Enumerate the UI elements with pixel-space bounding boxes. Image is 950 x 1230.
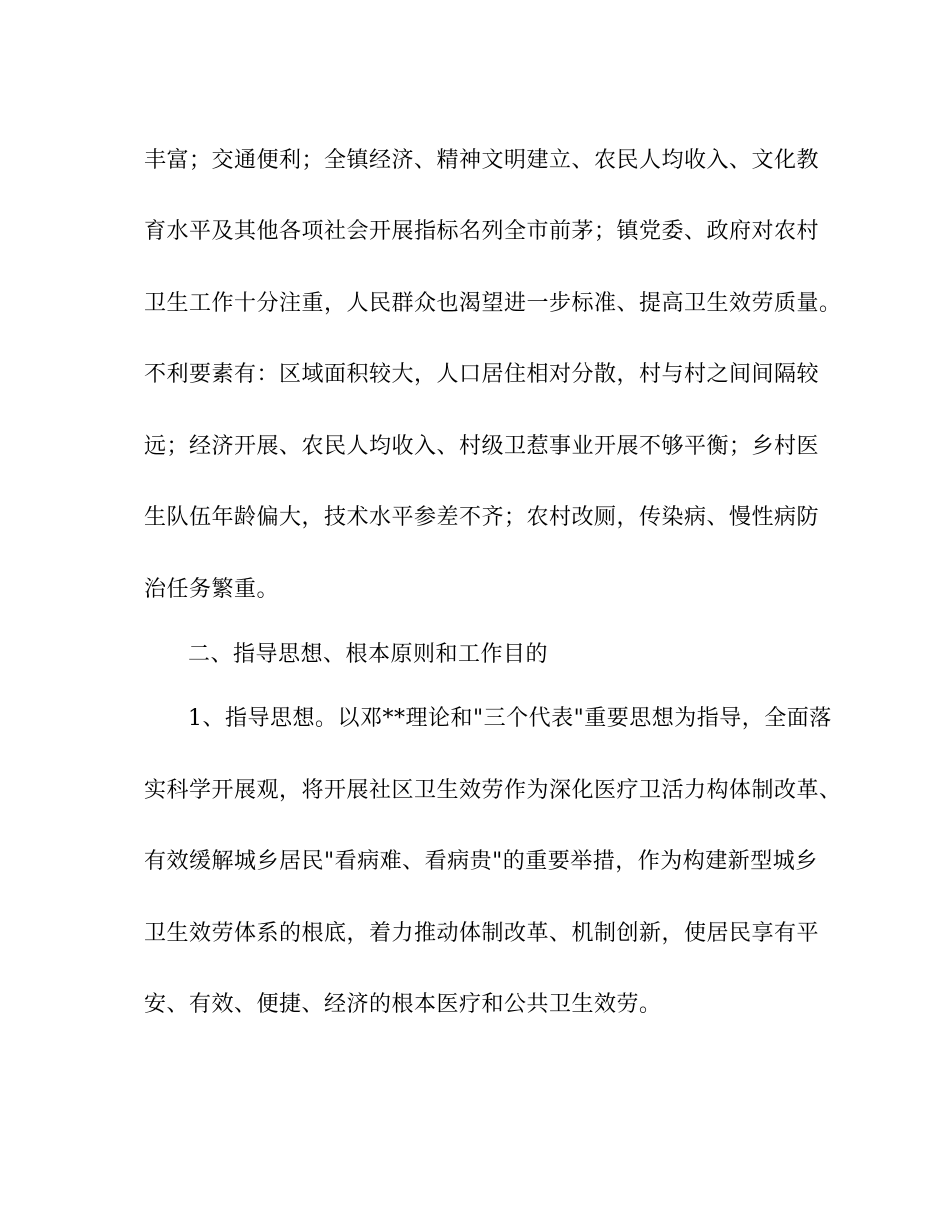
paragraph1-line-5: 远；经济开展、农民人均收入、村级卫惹事业开展不够平衡；乡村医 — [144, 434, 820, 459]
paragraph1-line-3: 卫生工作十分注重，人民群众也渴望进一步标准、提高卫生效劳质量。 — [144, 291, 842, 316]
paragraph1-line-2: 育水平及其他各项社会开展指标名列全市前茅；镇党委、政府对农村 — [144, 219, 820, 244]
paragraph1-line-4: 不利要素有：区域面积较大，人口居住相对分散，村与村之间间隔较 — [144, 362, 820, 387]
paragraph2-line-5: 安、有效、便捷、经济的根本医疗和公共卫生效劳。 — [144, 992, 662, 1017]
paragraph1-line-6: 生队伍年龄偏大，技术水平参差不齐；农村改厕，传染病、慢性病防 — [144, 505, 820, 530]
paragraph1-line-7: 治任务繁重。 — [144, 577, 280, 602]
paragraph2-line-2: 实科学开展观，将开展社区卫生效劳作为深化医疗卫活力构体制改革、 — [144, 778, 842, 803]
section-heading: 二、指导思想、根本原则和工作目的 — [188, 642, 549, 667]
paragraph2-line-3: 有效缓解城乡居民"看病难、看病贵"的重要举措，作为构建新型城乡 — [144, 849, 818, 874]
paragraph1-line-1: 丰富；交通便利；全镇经济、精神文明建立、农民人均收入、文化教 — [144, 148, 820, 173]
paragraph2-line-4: 卫生效劳体系的根底，着力推动体制改革、机制创新，使居民享有平 — [144, 921, 820, 946]
paragraph2-line-1: 1、指导思想。以邓**理论和"三个代表"重要思想为指导，全面落 — [188, 706, 832, 731]
